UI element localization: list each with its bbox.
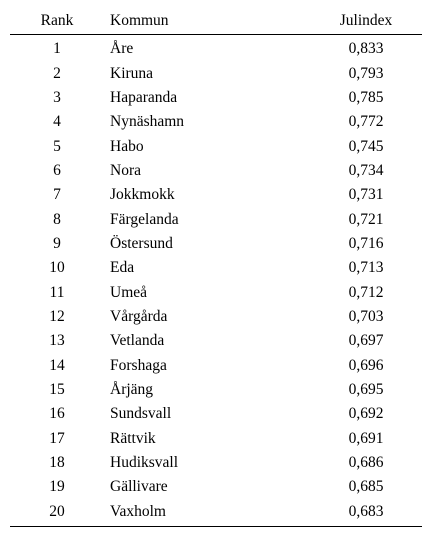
table-row <box>10 280 422 304</box>
cell-rank: 5 <box>53 137 61 155</box>
cell-rank: 19 <box>49 478 65 496</box>
cell-kommun: Östersund <box>110 234 173 252</box>
table-row <box>10 110 422 134</box>
cell-rank: 1 <box>53 40 61 58</box>
cell-julindex: 0,721 <box>348 210 384 228</box>
table-row <box>10 183 422 207</box>
cell-rank: 16 <box>49 405 65 423</box>
header-rank: Rank <box>10 8 104 35</box>
table-row <box>10 402 422 426</box>
cell-kommun: Rättvik <box>110 429 156 447</box>
cell-rank: 9 <box>53 234 61 252</box>
cell-rank: 14 <box>49 356 65 374</box>
table-row <box>10 427 422 451</box>
cell-kommun: Årjäng <box>110 380 154 398</box>
table-row <box>10 378 422 402</box>
cell-julindex: 0,745 <box>348 137 384 155</box>
cell-julindex: 0,712 <box>348 283 384 301</box>
cell-rank: 18 <box>49 454 65 472</box>
ranking-table-container <box>10 8 422 527</box>
cell-kommun: Nora <box>110 161 141 179</box>
cell-kommun: Kiruna <box>110 64 154 82</box>
cell-rank: 3 <box>53 88 61 106</box>
cell-kommun: Vårgårda <box>110 307 168 325</box>
table-body <box>10 35 422 527</box>
table-row <box>10 86 422 110</box>
cell-rank: 6 <box>53 161 61 179</box>
table-row <box>10 353 422 377</box>
cell-rank: 15 <box>49 380 65 398</box>
cell-rank: 4 <box>53 113 61 131</box>
julindex-ranking-table <box>10 8 422 527</box>
table-row <box>10 500 422 527</box>
cell-rank: 8 <box>53 210 61 228</box>
cell-julindex: 0,793 <box>348 64 384 82</box>
cell-kommun: Forshaga <box>110 356 167 374</box>
table-row <box>10 35 422 62</box>
table-row <box>10 451 422 475</box>
cell-kommun: Sundsvall <box>110 405 172 423</box>
cell-kommun: Vetlanda <box>110 332 165 350</box>
cell-kommun: Jokkmokk <box>110 186 175 204</box>
cell-rank: 2 <box>53 64 61 82</box>
cell-julindex: 0,691 <box>348 429 384 447</box>
cell-rank: 12 <box>49 307 65 325</box>
table-row <box>10 305 422 329</box>
table-row <box>10 329 422 353</box>
table-row <box>10 159 422 183</box>
table-row <box>10 475 422 499</box>
table-row <box>10 134 422 158</box>
cell-julindex: 0,686 <box>348 454 384 472</box>
cell-kommun: Haparanda <box>110 88 178 106</box>
cell-kommun: Åre <box>110 40 134 58</box>
cell-kommun: Nynäshamn <box>110 113 185 131</box>
cell-kommun: Umeå <box>110 283 148 301</box>
cell-julindex: 0,772 <box>348 113 384 131</box>
table-row <box>10 232 422 256</box>
cell-julindex: 0,692 <box>348 405 384 423</box>
cell-julindex: 0,685 <box>348 478 384 496</box>
cell-julindex: 0,785 <box>348 88 384 106</box>
header-row <box>10 8 422 35</box>
cell-julindex: 0,731 <box>348 186 384 204</box>
cell-rank: 20 <box>10 500 104 527</box>
cell-julindex: 0,716 <box>348 234 384 252</box>
cell-kommun: Färgelanda <box>110 210 179 228</box>
header-julindex: Julindex <box>310 8 422 35</box>
cell-julindex: 0,695 <box>348 380 384 398</box>
table-row <box>10 256 422 280</box>
cell-kommun: Hudiksvall <box>110 454 179 472</box>
cell-rank: 11 <box>49 283 65 301</box>
cell-julindex: 0,683 <box>310 500 422 527</box>
cell-kommun: Gällivare <box>110 478 168 496</box>
table-row <box>10 61 422 85</box>
cell-kommun: Eda <box>110 259 135 277</box>
cell-julindex: 0,703 <box>348 307 384 325</box>
cell-julindex: 0,697 <box>348 332 384 350</box>
cell-rank: 10 <box>49 259 65 277</box>
cell-julindex: 0,833 <box>348 40 384 58</box>
table-header <box>10 8 422 35</box>
cell-julindex: 0,713 <box>348 259 384 277</box>
cell-kommun: Vaxholm <box>104 500 310 527</box>
cell-julindex: 0,734 <box>348 161 384 179</box>
cell-julindex: 0,696 <box>348 356 384 374</box>
cell-rank: 13 <box>49 332 65 350</box>
header-kommun: Kommun <box>104 8 310 35</box>
cell-kommun: Habo <box>110 137 144 155</box>
cell-rank: 17 <box>49 429 65 447</box>
table-row <box>10 207 422 231</box>
cell-rank: 7 <box>53 186 61 204</box>
